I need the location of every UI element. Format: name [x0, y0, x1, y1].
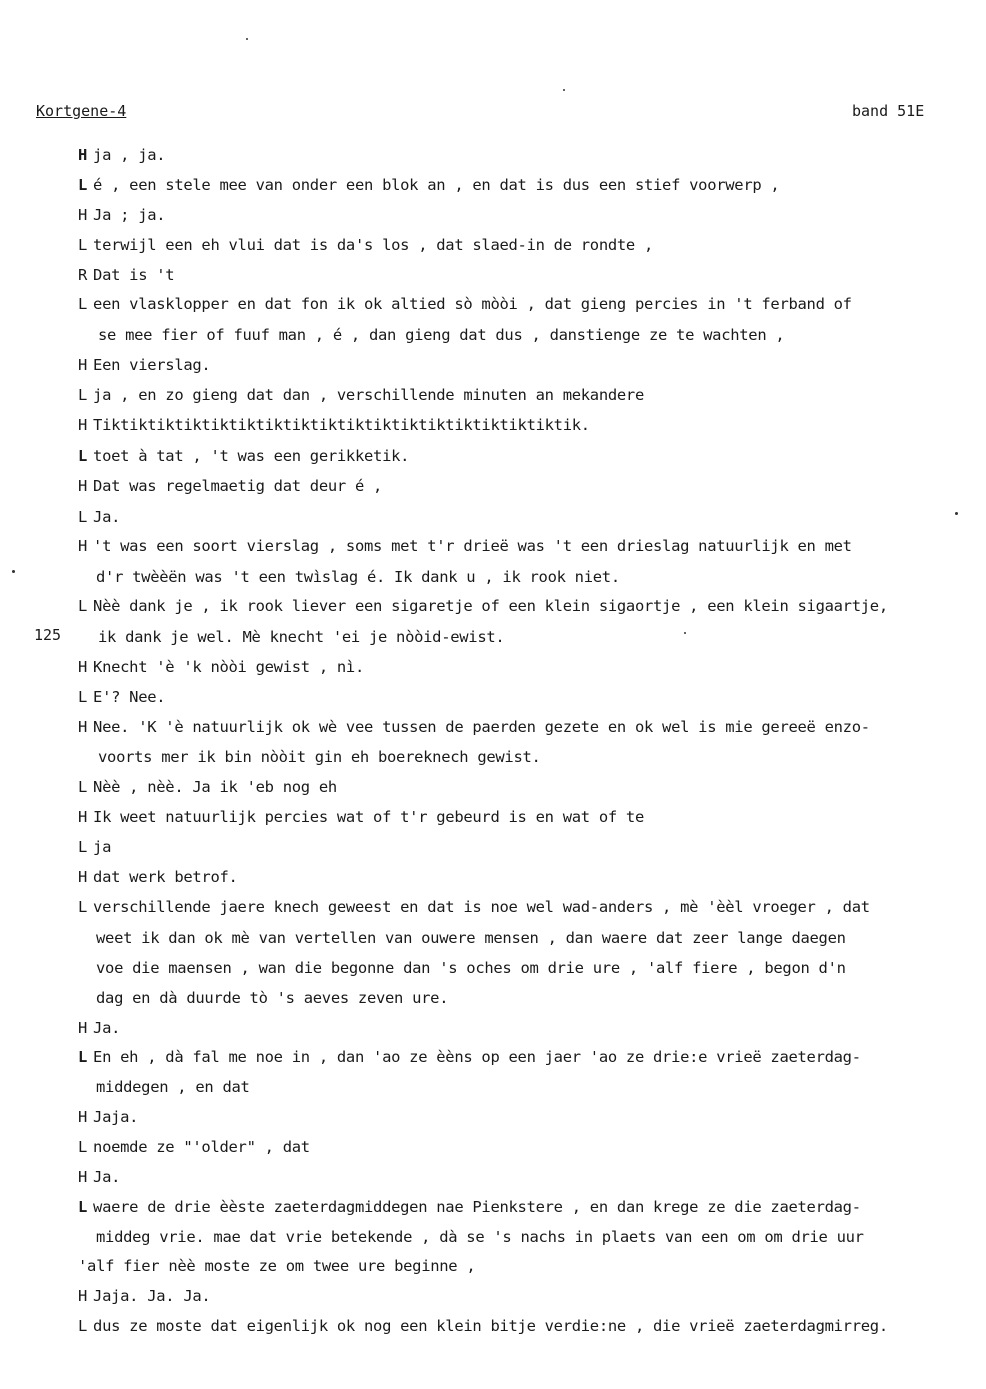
- transcript-line: [78, 1317, 888, 1335]
- utterance-text: verschillende jaere knech geweest en dat is noe wel wad-anders , mè 'èèl vroeger , dat: [93, 898, 870, 916]
- transcript-line: [78, 1138, 310, 1156]
- speaker-label: L: [78, 447, 88, 465]
- transcript-line: [78, 898, 870, 916]
- utterance-text: Ja ; ja.: [93, 206, 166, 224]
- transcript-line: [96, 989, 448, 1007]
- transcript-line: [78, 838, 111, 856]
- transcript-line: [78, 658, 364, 676]
- transcript-line: [78, 146, 165, 164]
- transcript-line: [78, 236, 653, 254]
- speaker-label: L: [78, 898, 88, 916]
- speaker-label: H: [78, 808, 88, 826]
- speaker-label: H: [78, 1108, 88, 1126]
- speaker-label: R: [78, 266, 88, 284]
- speaker-label: L: [78, 236, 88, 254]
- transcript-line: [78, 778, 337, 796]
- speaker-label: H: [78, 1019, 88, 1037]
- utterance-text: Ik weet natuurlijk percies wat of t'r gebeurd is en wat of te: [93, 808, 644, 826]
- utterance-text: se mee fier of fuuf man , é , dan gieng dat dus , danstienge ze te wachten ,: [98, 326, 785, 344]
- speaker-label: L: [78, 508, 88, 526]
- utterance-text: ja , ja.: [93, 146, 166, 164]
- transcript-line: [78, 477, 382, 495]
- speaker-label: H: [78, 868, 88, 886]
- speaker-label: L: [78, 778, 88, 796]
- speaker-label: H: [78, 658, 88, 676]
- utterance-text: terwijl een eh vlui dat is da's los , dat slaed-in de rondte ,: [93, 236, 654, 254]
- speaker-label: H: [78, 206, 88, 224]
- utterance-text: Ja.: [93, 1019, 121, 1037]
- utterance-text: Jaja. Ja. Ja.: [93, 1287, 211, 1305]
- utterance-text: waere de drie èèste zaeterdagmiddegen nae Pienkstere , en dan krege ze die zaeterdag-: [93, 1198, 861, 1216]
- utterance-text: Dat is 't: [93, 266, 175, 284]
- transcript-line: [78, 1019, 120, 1037]
- utterance-text: Nee. 'K 'è natuurlijk ok wè vee tussen de paerden gezete en ok wel is mie gereeë enzo-: [93, 718, 870, 736]
- utterance-text: Dat was regelmaetig dat deur é ,: [93, 477, 383, 495]
- transcript-line: [78, 597, 888, 615]
- transcript-line: [96, 929, 846, 947]
- line-number: 125: [34, 626, 62, 644]
- document-header-tape-number: band 51E: [852, 102, 925, 120]
- scan-speck: [684, 632, 686, 634]
- transcript-line: [78, 1168, 120, 1186]
- utterance-text: E'? Nee.: [93, 688, 166, 706]
- speaker-label: H: [78, 356, 88, 374]
- utterance-text: toet à tat , 't was een gerikketik.: [93, 447, 410, 465]
- transcript-line: [78, 447, 409, 465]
- utterance-text: dat werk betrof.: [93, 868, 238, 886]
- utterance-text: d'r twèèën was 't een twìslag é. Ik dank u , ik rook niet.: [96, 568, 620, 586]
- transcript-line: [78, 718, 870, 736]
- utterance-text: 't was een soort vierslag , soms met t'r drieë was 't een drieslag natuurlijk en met: [93, 537, 852, 555]
- utterance-text: Knecht 'è 'k nòòi gewist , nì.: [93, 658, 365, 676]
- utterance-text: voorts mer ik bin nòòit gin eh boereknech gewist.: [98, 748, 541, 766]
- utterance-text: weet ik dan ok mè van vertellen van ouwere mensen , dan waere dat zeer lange daegen: [96, 929, 846, 947]
- transcript-line: [96, 568, 620, 586]
- speaker-label: H: [78, 1287, 88, 1305]
- transcript-line: [78, 206, 165, 224]
- speaker-label: L: [78, 176, 88, 194]
- transcript-line: [78, 1048, 861, 1066]
- speaker-label: L: [78, 597, 88, 615]
- speaker-label: H: [78, 416, 88, 434]
- transcript-line: [78, 688, 165, 706]
- utterance-text: ja: [93, 838, 112, 856]
- speaker-label: L: [78, 295, 88, 313]
- utterance-text: 'alf fier nèè moste ze om twee ure beginne ,: [78, 1257, 476, 1275]
- transcript-line: [78, 295, 852, 313]
- utterance-text: middeg vrie. mae dat vrie betekende , dà se 's nachs in plaets van een om om drie uur: [96, 1228, 864, 1246]
- transcript-line: [98, 326, 784, 344]
- speaker-label: L: [78, 1198, 88, 1216]
- speaker-label: L: [78, 386, 88, 404]
- utterance-text: Jaja.: [93, 1108, 139, 1126]
- speaker-label: L: [78, 1317, 88, 1335]
- transcript-line: [98, 628, 504, 646]
- utterance-text: voe die maensen , wan die begonne dan 's oches om drie ure , 'alf fiere , begon d'n: [96, 959, 846, 977]
- speaker-label: H: [78, 718, 88, 736]
- transcript-line: [78, 416, 590, 434]
- utterance-text: Een vierslag.: [93, 356, 211, 374]
- utterance-text: En eh , dà fal me noe in , dan 'ao ze èèns op een jaer 'ao ze drie:e vrieë zaeterdag-: [93, 1048, 861, 1066]
- speaker-label: L: [78, 1048, 88, 1066]
- speaker-label: L: [78, 1138, 88, 1156]
- speaker-label: H: [78, 1168, 88, 1186]
- document-header-title: Kortgene-4: [36, 102, 127, 120]
- transcript-line: [78, 356, 210, 374]
- transcript-line: [78, 386, 644, 404]
- utterance-text: ja , en zo gieng dat dan , verschillende minuten an mekandere: [93, 386, 644, 404]
- utterance-text: Nèè dank je , ik rook liever een sigaretje of een klein sigaortje , een klein sigaartje,: [93, 597, 888, 615]
- transcript-line: [96, 1078, 250, 1096]
- utterance-text: Ja.: [93, 508, 121, 526]
- transcript-line: [78, 808, 644, 826]
- utterance-text: é , een stele mee van onder een blok an , en dat is dus een stief voorwerp ,: [93, 176, 780, 194]
- utterance-text: Tiktiktiktiktiktiktiktiktiktiktiktiktiktiktiktiktiktik.: [93, 416, 590, 434]
- speaker-label: H: [78, 477, 88, 495]
- scan-speck: [246, 38, 248, 40]
- speaker-label: H: [78, 537, 88, 555]
- utterance-text: dus ze moste dat eigenlijk ok nog een klein bitje verdie:ne , die vrieë zaeterdagmirreg.: [93, 1317, 888, 1335]
- transcript-line: [98, 748, 541, 766]
- utterance-text: noemde ze "'older" , dat: [93, 1138, 310, 1156]
- utterance-text: een vlasklopper en dat fon ik ok altied sò mòòi , dat gieng percies in 't ferband of: [93, 295, 852, 313]
- transcript-line: [96, 1228, 864, 1246]
- transcript-line: [78, 176, 779, 194]
- transcript-line: [78, 868, 238, 886]
- utterance-text: middegen , en dat: [96, 1078, 250, 1096]
- transcript-line: [96, 959, 846, 977]
- scan-speck: [955, 512, 958, 515]
- transcript-line: [78, 1198, 861, 1216]
- utterance-text: Nèè , nèè. Ja ik 'eb nog eh: [93, 778, 337, 796]
- transcript-line: [78, 537, 852, 555]
- utterance-text: ik dank je wel. Mè knecht 'ei je nòòid-ewist.: [98, 628, 505, 646]
- scan-speck: [563, 89, 565, 91]
- utterance-text: Ja.: [93, 1168, 121, 1186]
- transcript-line: [78, 1257, 475, 1275]
- speaker-label: H: [78, 146, 88, 164]
- transcript-line: [78, 1287, 210, 1305]
- utterance-text: dag en dà duurde tò 's aeves zeven ure.: [96, 989, 449, 1007]
- scan-speck: [12, 570, 15, 573]
- speaker-label: L: [78, 688, 88, 706]
- speaker-label: L: [78, 838, 88, 856]
- transcript-line: [78, 1108, 138, 1126]
- transcript-line: [78, 508, 120, 526]
- transcript-line: [78, 266, 174, 284]
